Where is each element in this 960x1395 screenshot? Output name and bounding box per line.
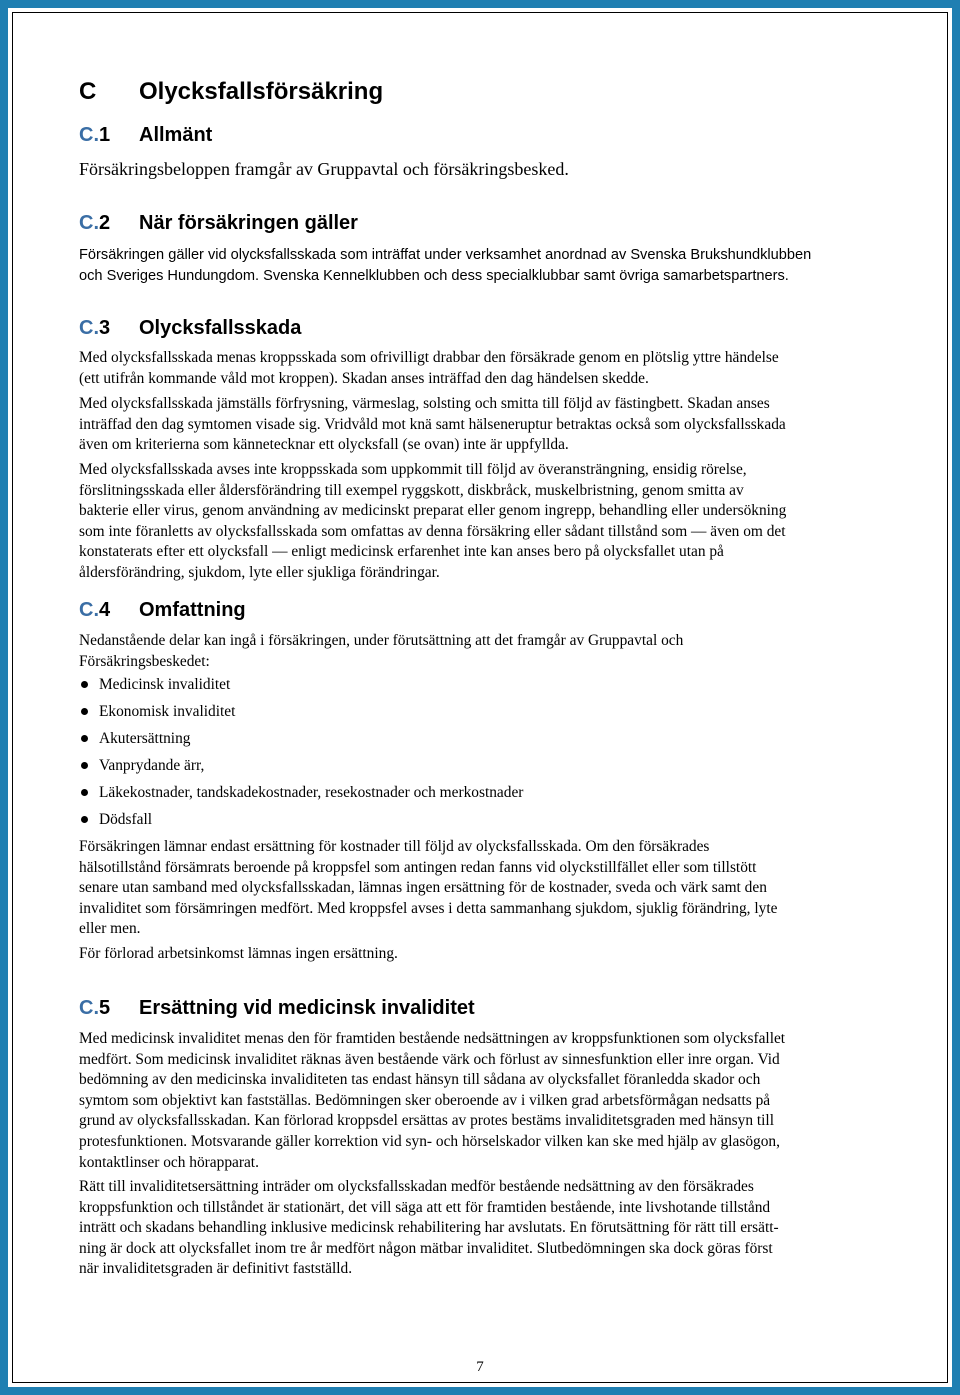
text-line: senare utan samband med olycksfallsskadan, lämnas ingen ersättning för de kostnader, sveda och värk samt den (79, 879, 767, 897)
section-heading-c5 (79, 997, 475, 1020)
text-line: Försäkringsbeskedet: (79, 652, 210, 670)
text-line: Med olycksfallsskada jämställs förfrysning, värmeslag, solsting och smitta till följd av fästingbett. Skadan anses (79, 395, 770, 412)
text-line: invaliditet som försämringen medfört. Med kroppsfel avses i detta sammanhang sjukdom, sjuklig förändring, lyte (79, 899, 778, 917)
text-line: åldersförändring, sjukdom, lyte eller sjukliga förändringar. (79, 563, 440, 581)
text-line: symtom som objektivt kan fastställas. Bedömningen sker oberoende av i vilken grad arbetsförmågan nedsatts på (79, 1091, 771, 1109)
text-line: som inte föranletts av olycksfallsskada som omfattas av denna försäkring eller sådant tillstånd som — även om det (79, 522, 786, 540)
c2-paragraph (79, 245, 879, 286)
c3-paragraph-3 (79, 460, 879, 584)
section-number-digit: 3 (99, 317, 111, 339)
section-title: Allmänt (139, 124, 213, 146)
bullet-icon (81, 762, 88, 769)
section-number-prefix: C. (79, 212, 99, 234)
section-heading-c2 (79, 212, 358, 235)
section-title: Omfattning (139, 599, 246, 621)
section-title: När försäkringen gäller (139, 212, 358, 234)
text-line: bakterie eller virus, genom användning av medicinskt preparat eller genom ingrepp, behandling eller undersökning (79, 502, 787, 520)
chapter-title: Olycksfallsförsäkring (139, 78, 384, 105)
section-number (79, 997, 139, 1020)
section-heading-c1 (79, 124, 212, 147)
text-line: konstaterats efter ett olycksfall — enligt medicinsk erfarenhet inte kan anses bero på olycksfallet utan på (79, 543, 724, 561)
chapter-heading (79, 78, 383, 106)
text-line: bedömning av den medicinska invaliditeten tas endast hänsyn till sådana av olycksfallet föranledda skador och (79, 1071, 761, 1089)
text-line: förslitningsskada eller åldersförändring till exempel ryggskott, diskbråck, muskelbristning, genom smitta av (79, 481, 744, 499)
section-title: Ersättning vid medicinsk invaliditet (139, 997, 475, 1019)
text-line: Med olycksfallsskada menas kroppsskada som ofrivilligt drabbar den försäkrade genom en plötslig yttre händelse (79, 349, 779, 366)
list-item-text: Dödsfall (99, 811, 153, 828)
text-line: och Sveriges Hundungdom. Svenska Kennelklubben och dess specialklubbar samt övriga samarbetspartners. (79, 267, 789, 284)
c4-intro (79, 631, 879, 672)
section-number-digit: 4 (99, 599, 111, 621)
section-number (79, 599, 139, 622)
section-number-prefix: C. (79, 599, 99, 621)
text-line: inträffad den dag symtomen visade sig. Vridvåld mot knä samt hälseneruptur betraktas också som olycksfallsskada (79, 415, 786, 433)
text-line: när invaliditetsgraden är definitivt fastställd. (79, 1260, 353, 1278)
section-heading-c4 (79, 599, 246, 622)
text-line: (ett utifrån kommande våld mot kroppen). Skadan anses inträffad den dag händelsen skedde. (79, 369, 649, 387)
c1-paragraph (79, 157, 879, 181)
list-item-text: Akutersättning (99, 730, 191, 747)
text-line: grund av olycksfallsskadan. Kan förlorad kroppsdel ersättas av protes bestäms invaliditetsgraden med hänsyn till (79, 1112, 774, 1130)
text-line: kontaktlinser och hörapparat. (79, 1153, 259, 1171)
text-line: medfört. Som medicinsk invaliditet räknas även bestående värk och förlust av sinnesfunktion eller inre organ. Vid (79, 1050, 780, 1068)
bullet-icon (81, 789, 88, 796)
text-line: eller men. (79, 920, 141, 938)
c5-paragraph-2 (79, 1177, 879, 1280)
section-number (79, 124, 139, 147)
bullet-icon (81, 816, 88, 823)
text-line: kroppsfunktion och tillståndet är stationärt, det vill säga att ett för framtiden bestående, inte livshotande tillstånd (79, 1198, 771, 1216)
list-item-text: Vanprydande ärr, (99, 757, 205, 774)
page-number: 7 (476, 1359, 484, 1375)
c3-paragraph-2 (79, 394, 879, 456)
section-number-digit: 5 (99, 997, 111, 1019)
list-item-text: Medicinsk invaliditet (99, 676, 231, 693)
text-line: ning är dock att olycksfallet inom tre år medfört någon mätbar invaliditet. Slutbedömningen ska dock göras först (79, 1239, 773, 1257)
section-number (79, 212, 139, 235)
section-number-digit: 1 (99, 124, 111, 146)
section-number-prefix: C. (79, 124, 99, 146)
list-item-text: Läkekostnader, tandskadekostnader, resekostnader och merkostnader (99, 784, 524, 801)
text-line: Med olycksfallsskada avses inte kroppsskada som uppkommit till följd av överansträngning, ensidig rörelse, (79, 461, 747, 478)
bullet-icon (81, 735, 88, 742)
c3-paragraph-1 (79, 348, 879, 389)
text-line: även om kriterierna som kännetecknar ett olycksfall (se ovan) inte är uppfyllda. (79, 436, 569, 454)
section-number (79, 317, 139, 340)
text-line: Försäkringsbeloppen framgår av Gruppavtal och försäkringsbesked. (79, 159, 569, 179)
text-line: inträtt och skadans behandling inklusive medicinsk rehabilitering har avslutats. En förutsättning för rätt till ersätt- (79, 1219, 779, 1237)
c4-paragraph-1 (79, 837, 879, 940)
section-number-prefix: C. (79, 317, 99, 339)
section-number-digit: 2 (99, 212, 111, 234)
text-line: protesfunktionen. Motsvarande gäller korrektion vid syn- och hörselskador vilken kan ske med hjälp av glasögon, (79, 1132, 780, 1150)
text-line: hälsotillstånd försämrats beroende på kroppsfel som antingen redan fanns vid olyckstillfället eller som tillstött (79, 858, 757, 876)
chapter-number: C (79, 78, 97, 105)
text-line: Rätt till invaliditetsersättning inträder om olycksfallsskadan medför bestående nedsättning av den försäkrades (79, 1178, 754, 1195)
bullet-icon (81, 708, 88, 715)
list-item-text: Ekonomisk invaliditet (99, 703, 236, 720)
text-line: Försäkringen lämnar endast ersättning för kostnader till följd av olycksfallsskada. Om den försäkrades (79, 838, 710, 855)
text-line: Nedanstående delar kan ingå i försäkringen, under förutsättning att det framgår av Gruppavtal och (79, 632, 684, 649)
section-title: Olycksfallsskada (139, 317, 302, 339)
text-line: För förlorad arbetsinkomst lämnas ingen ersättning. (79, 945, 398, 962)
c4-paragraph-2 (79, 944, 879, 965)
c5-paragraph-1 (79, 1029, 879, 1173)
section-number-prefix: C. (79, 997, 99, 1019)
section-heading-c3 (79, 317, 301, 340)
text-line: Med medicinsk invaliditet menas den för framtiden bestående nedsättningen av kroppsfunktionen som olycksfallet (79, 1030, 786, 1047)
text-line: Försäkringen gäller vid olycksfallsskada som inträffat under verksamhet anordnad av Svenska Brukshundklubben (79, 247, 812, 263)
bullet-icon (81, 681, 88, 688)
